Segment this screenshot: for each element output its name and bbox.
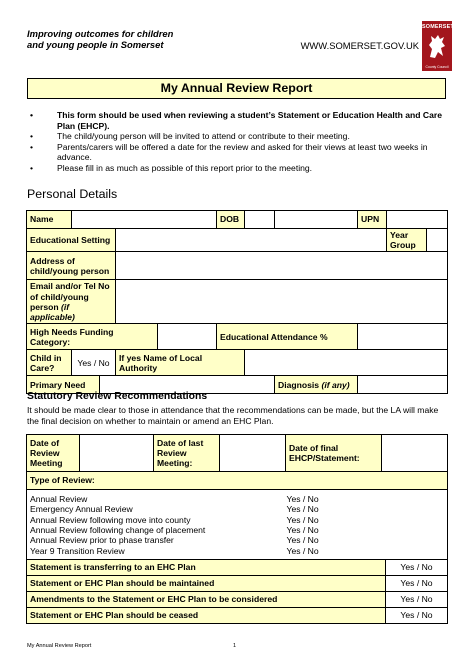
- year-group-field[interactable]: [427, 229, 448, 252]
- statutory-heading: Statutory Review Recommendations: [27, 391, 208, 402]
- instructions-list: [27, 110, 447, 174]
- personal-details-table: [26, 210, 448, 394]
- review-type-choice[interactable]: Yes / No: [286, 535, 319, 546]
- date-final-label: Date of final EHCP/Statement:: [286, 435, 382, 472]
- diagnosis-field[interactable]: [358, 376, 448, 394]
- outcome-table: [26, 559, 448, 624]
- address-field[interactable]: [116, 252, 448, 280]
- funding-field[interactable]: [158, 324, 217, 350]
- instruction-item: • Parents/carers will be offered a date for the review and asked for their views at least two weeks in advance.: [27, 142, 447, 163]
- page-title: My Annual Review Report: [27, 78, 446, 99]
- outcome-label: Statement or EHC Plan should be ceased: [27, 608, 386, 624]
- upn-label: UPN: [358, 211, 387, 229]
- review-type-table: [26, 471, 448, 560]
- instruction-item: • This form should be used when reviewing a student’s Statement or Education Health and Care Plan (EHCP).: [27, 110, 447, 131]
- review-type-option: Annual Review prior to phase transfer: [30, 535, 174, 546]
- name-field[interactable]: [72, 211, 217, 229]
- date-final-field[interactable]: [382, 435, 448, 472]
- footer-document-name: My Annual Review Report: [27, 643, 92, 649]
- attendance-field[interactable]: [358, 324, 448, 350]
- outcome-choice[interactable]: Yes / No: [386, 592, 448, 608]
- logo-subtitle: County Council: [425, 65, 449, 69]
- outcome-choice[interactable]: Yes / No: [386, 560, 448, 576]
- tagline-line-1: Improving outcomes for children: [27, 28, 174, 39]
- outcome-label: Statement is transferring to an EHC Plan: [27, 560, 386, 576]
- email-label-note: (if applicable): [30, 301, 75, 323]
- footer-page-number: 1: [233, 643, 237, 649]
- review-type-choice[interactable]: Yes / No: [286, 493, 319, 504]
- diagnosis-label: [275, 376, 358, 394]
- page-header: [27, 28, 419, 68]
- review-type-option: Year 9 Transition Review: [30, 545, 125, 556]
- review-type-choice[interactable]: Yes / No: [286, 514, 319, 525]
- diagnosis-label-text: Diagnosis: [278, 379, 320, 390]
- date-review-label: Date of Review Meeting: [27, 435, 80, 472]
- date-last-label: Date of last Review Meeting:: [154, 435, 220, 472]
- child-in-care-label: Child in Care?: [27, 350, 72, 376]
- blank-cell: [275, 211, 358, 229]
- child-in-care-choice[interactable]: Yes / No: [72, 350, 116, 376]
- name-label: Name: [27, 211, 72, 229]
- instruction-item: • Please fill in as much as possible of this report prior to the meeting.: [27, 163, 447, 174]
- outcome-choice[interactable]: Yes / No: [386, 576, 448, 592]
- instruction-item: • The child/young person will be invited to attend or contribute to their meeting.: [27, 131, 447, 142]
- date-review-field[interactable]: [80, 435, 154, 472]
- review-type-option: Annual Review following change of placement: [30, 525, 206, 535]
- attendance-label: Educational Attendance %: [217, 324, 358, 350]
- dob-field[interactable]: [245, 211, 275, 229]
- personal-details-heading: Personal Details: [27, 187, 118, 201]
- upn-field[interactable]: [387, 211, 448, 229]
- tagline-line-2: and young people in Somerset: [27, 39, 164, 50]
- outcome-label: Statement or EHC Plan should be maintained: [27, 576, 386, 592]
- review-type-label: Type of Review:: [27, 472, 448, 490]
- email-label-text: Email and/or Tel No of child/young person: [30, 281, 110, 312]
- review-type-option: Annual Review following move into county: [30, 514, 191, 525]
- review-type-choice[interactable]: Yes / No: [286, 504, 319, 515]
- dragon-icon: [426, 31, 448, 61]
- date-last-field[interactable]: [220, 435, 286, 472]
- somerset-logo: [422, 21, 452, 71]
- email-field[interactable]: [116, 280, 448, 324]
- review-type-option: Emergency Annual Review: [30, 504, 133, 515]
- funding-label: High Needs Funding Category:: [27, 324, 158, 350]
- educational-setting-field[interactable]: [116, 229, 387, 252]
- statutory-intro: It should be made clear to those in attendance that the recommendations can be made, but the LA will make the final decision on whether to maintain or amend an EHC Plan.: [27, 405, 439, 426]
- authority-label: If yes Name of Local Authority: [116, 350, 245, 376]
- educational-setting-label: Educational Setting: [27, 229, 116, 252]
- address-label: Address of child/young person: [27, 252, 116, 280]
- email-label: [27, 280, 116, 324]
- outcome-label: Amendments to the Statement or EHC Plan to be considered: [27, 592, 386, 608]
- logo-title: SOMERSET: [422, 24, 454, 30]
- primary-need-label: Primary Need: [27, 376, 100, 394]
- review-type-choice[interactable]: Yes / No: [286, 545, 319, 556]
- year-group-label: Year Group: [387, 229, 427, 252]
- outcome-choice[interactable]: Yes / No: [386, 608, 448, 624]
- review-dates-table: [26, 434, 448, 472]
- review-type-options: [27, 490, 284, 560]
- review-type-choices: [284, 490, 448, 560]
- diagnosis-label-note: (if any): [321, 379, 350, 390]
- authority-field[interactable]: [245, 350, 448, 376]
- review-type-choice[interactable]: Yes / No: [286, 525, 319, 535]
- website-link[interactable]: WWW.SOMERSET.GOV.UK: [300, 40, 419, 51]
- dob-label: DOB: [217, 211, 245, 229]
- review-type-option: Annual Review: [30, 493, 88, 504]
